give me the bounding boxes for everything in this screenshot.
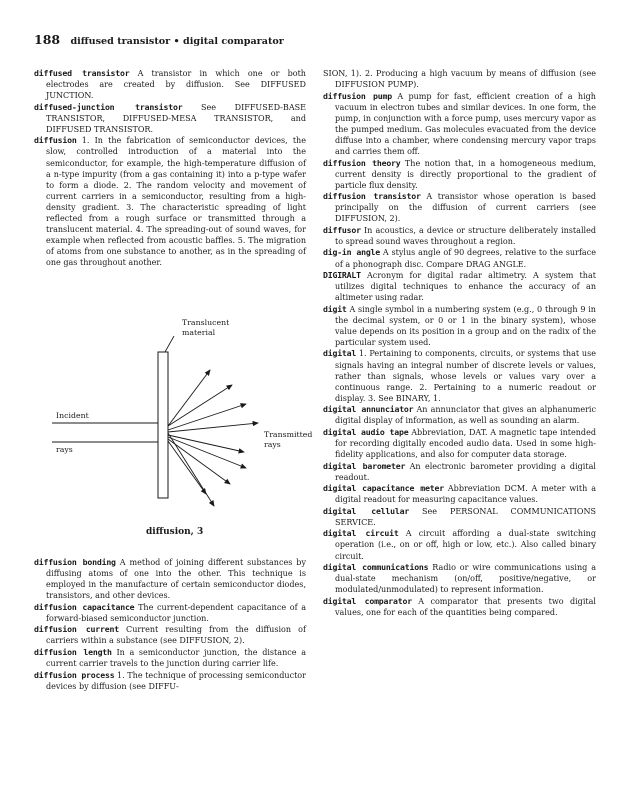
entry-definition: An annunciator that gives an alphanumeric digital display of information, as well as sounding an alarm. [335, 405, 597, 426]
label-incident: Incident [56, 411, 89, 420]
entry-term: digital capacitance meter [323, 483, 444, 494]
transmitted-ray [168, 441, 206, 494]
entry-term: diffused transistor [34, 68, 130, 78]
entry-definition: Acronym for digital radar altimetry. A system that utilizes digital techniques to enhance the accuracy of an altimeter using radar. [335, 271, 596, 303]
entry-definition: SION, 1). 2. Producing a high vacuum by means of diffusion (see DIFFUSION PUMP). [323, 69, 596, 90]
dictionary-entry [323, 158, 596, 191]
entry-term: diffusion pump [323, 90, 392, 101]
entry-definition: An electronic barometer providing a digital readout. [335, 461, 596, 482]
entry-term: diffusion capacitance [34, 601, 135, 612]
entry-definition: The notion that, in a homogeneous medium, current density is directly proportional to the gradient of particle flux density. [335, 158, 597, 190]
dictionary-entry [323, 596, 596, 618]
dictionary-entry [34, 68, 306, 101]
transmitted-ray [168, 439, 230, 484]
dictionary-entry [323, 247, 596, 269]
entry-definition: The current-dependent capacitance of a forward-biased semiconductor junction. [46, 602, 306, 623]
entry-term: digital comparator [323, 595, 412, 606]
dictionary-entry [323, 562, 596, 595]
right-column [323, 68, 596, 618]
figure-caption: diffusion, 3 [146, 527, 204, 537]
entry-definition: In a semiconductor junction, the distance a current carrier travels to the junction during carrier life. [46, 647, 306, 669]
entry-definition: 1. In the fabrication of semiconductor devices, the slow, controlled introduction of a material into the semiconductor, for example, the high-temperature diffusion of a n-type impurity (from a gas containing it) into a p-type wafer to form a diode. 2. The random velocity and movement of current carriers in a semiconductor, resulting from a high-density gradient. 3. The characteristic spreading of light reflected from a rough surface or transmitted through a translucent material. 4. The spreading-out of sound waves, for example when reflected from acoustic baffles. 5. The migration of atoms from one substance to another, as in the spreading of one gas throughout another. [46, 136, 306, 268]
entry-term: diffusion process [34, 669, 115, 680]
dictionary-entry [323, 304, 596, 348]
entry-term: diffusion transistor [323, 191, 421, 202]
entry-term: diffusion length [34, 646, 112, 657]
entry-term: digital circuit [323, 528, 399, 539]
label-translucent: Translucent [182, 318, 230, 327]
diffusion-figure [34, 308, 314, 548]
entry-definition: Abbreviation DCM. A meter with a digital readout for measuring capacitance values. [335, 484, 597, 505]
transmitted-ray [168, 423, 258, 432]
translucent-plate [158, 352, 168, 498]
entry-term: digital audio tape [323, 426, 409, 437]
dictionary-entry [323, 348, 596, 403]
entry-definition: See DIFFUSED-BASE TRANSISTOR, DIFFUSED-MESA TRANSISTOR, and DIFFUSED TRANSISTOR. [46, 102, 307, 134]
entry-term: diffusor [323, 224, 361, 235]
entry-definition: A method of joining different substances by diffusing atoms of one into the other. This technique is employed in the manufacture of certain semiconductor diodes, transistors, and other devices. [46, 558, 307, 601]
left-column-bottom [34, 557, 306, 692]
transmitted-rays [168, 370, 258, 506]
entry-definition: A stylus angle of 90 degrees, relative to the surface of a phonograph disc. Compare DRAG ANGLE. [335, 248, 596, 269]
entry-definition: A pump for fast, efficient creation of a high vacuum in electron tubes and similar devices. In one form, the pump, in conjunction with a force pump, uses mercury vapor as the pumped medium. Gas molecules evacuated from the device diffuse into a chamber, where condensing mercury vapor traps and carries them off. [335, 91, 596, 157]
dictionary-entry [34, 624, 306, 646]
page-number: 188 [34, 32, 61, 47]
dictionary-entry [323, 225, 596, 247]
dictionary-entry [323, 191, 596, 224]
transmitted-ray [168, 435, 244, 452]
entry-definition: 1. Pertaining to components, circuits, or systems that use signals having an integral number of discrete levels or values, rather than signals, whose levels or values vary over a continuous range. 2. Pertaining to a numeric readout or display. 3. See BINARY, 1. [335, 349, 596, 403]
running-title: diffused transistor • digital comparator [70, 36, 284, 47]
dictionary-entry [323, 506, 596, 528]
dictionary-entry [323, 427, 596, 460]
entry-definition: 1. The technique of processing semiconductor devices by diffusion (see DIFFU- [46, 670, 306, 691]
running-header [34, 32, 284, 47]
entry-definition: A circuit affording a dual-state switching operation (i.e., on or off, high or low, etc.). Also called binary circuit. [335, 529, 596, 561]
dictionary-entry [34, 557, 306, 601]
transmitted-ray [168, 404, 246, 430]
dictionary-entry [323, 461, 596, 483]
transmitted-ray [168, 370, 210, 426]
entry-definition: Radio or wire communications using a dual-state mechanism (on/off, positive/negative, or modulated/unmodulated) to represent information. [335, 562, 597, 595]
label-rays: rays [56, 445, 73, 454]
transmitted-ray [168, 437, 246, 468]
translucent-leader [165, 336, 174, 352]
dictionary-entry [323, 404, 596, 426]
entry-term: digital annunciator [323, 404, 414, 415]
transmitted-ray [168, 385, 232, 426]
dictionary-entry [34, 647, 306, 669]
label-transmitted: Transmitted [264, 430, 313, 439]
entry-term: digit [323, 303, 347, 314]
diffusion-diagram [34, 308, 314, 548]
entry-definition: A comparator that presents two digital values, one for each of the quantities being compared. [335, 596, 596, 617]
label-transmitted-rays: rays [264, 440, 281, 449]
dictionary-entry [323, 483, 596, 505]
dictionary-entry [34, 602, 306, 624]
entry-term: diffusion current [34, 624, 119, 635]
dictionary-entry [34, 135, 306, 268]
entry-term: diffused-junction transistor [34, 101, 183, 112]
entry-term: diffusion theory [323, 157, 401, 168]
dictionary-entry [323, 270, 596, 303]
entry-term: digital cellular [323, 505, 410, 516]
entry-term: DIGIRALT [323, 270, 361, 281]
entry-term: digital communications [323, 561, 429, 572]
entry-definition: Abbreviation, DAT. A magnetic tape intended for recording digitally encoded audio data. Used in some high-fidelity applications, and also for computer data storage. [335, 427, 597, 460]
entry-definition: A transistor whose operation is based principally on the diffusion of current carriers (see DIFFUSION, 2). [335, 192, 596, 224]
entry-definition: A transistor in which one or both electrodes are created by diffusion. See DIFFUSED JUNCTION. [46, 69, 306, 101]
left-column-top [34, 68, 306, 269]
dictionary-entry [323, 528, 596, 561]
entry-term: diffusion bonding [34, 557, 116, 567]
entry-definition: A single symbol in a numbering system (e.g., 0 through 9 in the decimal system, or 0 or 1 in the binary system), whose value depends on its position in a group and on the radix of the particular system used. [335, 304, 596, 347]
entry-term: diffusion [34, 135, 77, 146]
dictionary-entry [323, 91, 596, 158]
label-material: material [182, 328, 216, 337]
entry-term: digital [323, 348, 357, 359]
dictionary-entry [34, 670, 306, 692]
entry-definition: In acoustics, a device or structure deliberately installed to spread sound waves throughout a region. [335, 225, 597, 246]
dictionary-entry [34, 102, 306, 135]
entry-term: digital barometer [323, 460, 406, 471]
dictionary-entry [323, 68, 596, 90]
entry-definition: Current resulting from the diffusion of carriers within a substance (see DIFFUSION, 2). [46, 625, 306, 646]
entry-definition: See PERSONAL COMMUNICATIONS SERVICE. [335, 506, 596, 527]
entry-term: dig-in angle [323, 247, 381, 258]
